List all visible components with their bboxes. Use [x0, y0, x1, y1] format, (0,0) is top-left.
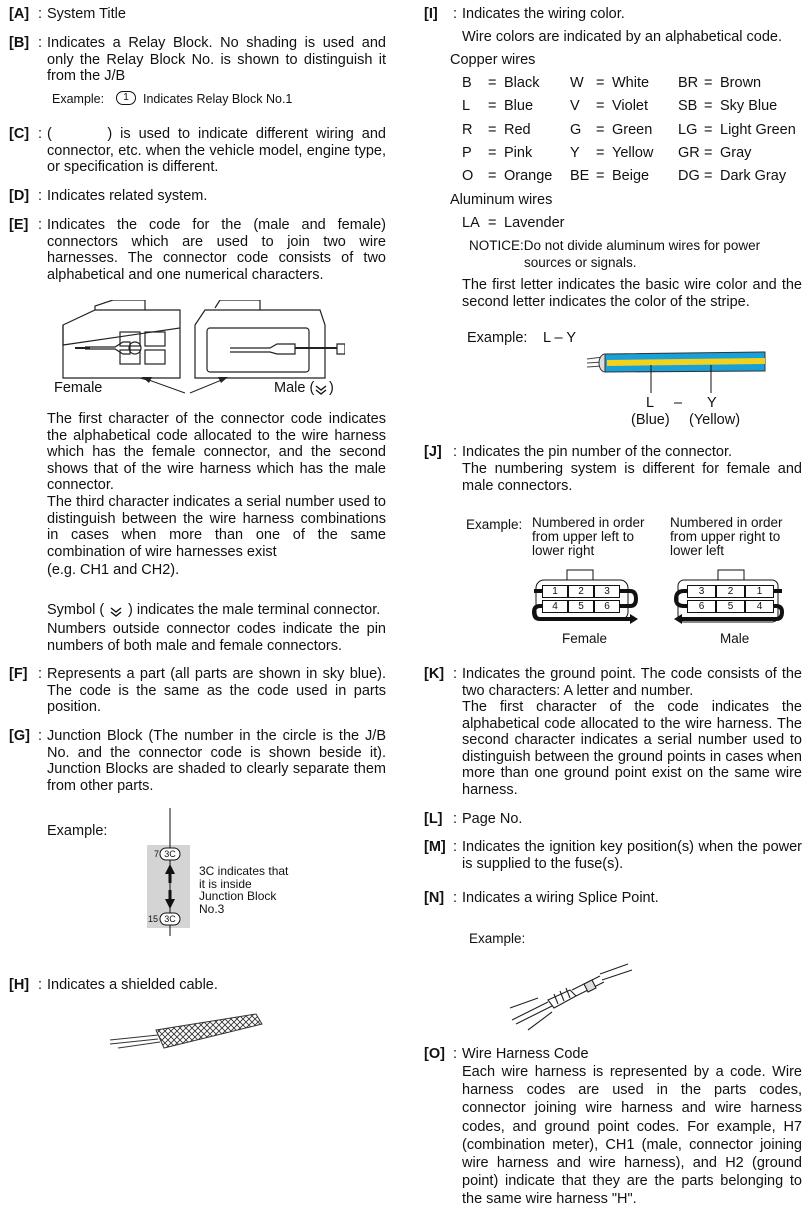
note-line: from upper right to: [670, 529, 781, 544]
item-n-tag: [N]: [424, 890, 445, 906]
item-l-text: Page No.: [462, 811, 523, 827]
item-h-text: Indicates a shielded cable.: [47, 977, 218, 993]
color-name: Brown: [720, 75, 762, 91]
junction-pin-bottom: 15: [148, 914, 159, 924]
item-l-tag: [L]: [424, 811, 443, 827]
item-b-example-text: Indicates Relay Block No.1: [143, 92, 293, 106]
item-b-sep: :: [38, 35, 43, 51]
color-code: DG: [678, 168, 700, 185]
connector-pin: 4: [745, 600, 774, 613]
item-e-symbol-post: ) indicates the male terminal connector.: [128, 602, 381, 618]
junction-note-line: 3C indicates that: [199, 864, 289, 878]
color-eq: =: [596, 144, 605, 161]
item-k-sep: :: [453, 666, 458, 682]
item-e-para1: The first character of the connector code indicates the alphabetical code allocated to the wire harness which has the female connector, and the second shows that of the wire harness which has the male connector.: [47, 411, 386, 493]
color-code: B: [462, 75, 472, 91]
male-numbering-note: [670, 516, 783, 558]
connector-pin: 5: [568, 600, 594, 613]
item-d-text: Indicates related system.: [47, 188, 208, 204]
color-name: Blue: [504, 98, 534, 115]
item-l-sep: :: [453, 811, 458, 827]
item-o-sep: :: [453, 1046, 458, 1062]
color-eq: =: [488, 215, 497, 231]
color-eq: =: [488, 98, 497, 115]
relay-block-number-badge: 1: [116, 91, 136, 105]
wire-label-yellow: (Yellow): [689, 412, 741, 428]
color-eq: =: [488, 144, 497, 161]
color-name: Sky Blue: [720, 98, 778, 115]
item-o-text: Wire Harness Code: [462, 1046, 589, 1062]
color-code: LA: [462, 215, 480, 231]
note-line: lower right: [532, 543, 595, 558]
male-terminal-icon: [110, 606, 122, 618]
color-eq: =: [488, 168, 497, 185]
item-d-sep: :: [38, 188, 43, 204]
item-e-para3: Numbers outside connector codes indicate the pin numbers of both male and female connectors.: [47, 621, 386, 654]
color-eq: =: [596, 98, 605, 115]
connector-pin: 5: [716, 600, 745, 613]
connector-pin: 4: [542, 600, 568, 613]
connector-pin: 1: [542, 585, 568, 598]
item-a-text: System Title: [47, 6, 126, 22]
item-i-stripe-text: The first letter indicates the basic wire color and the second letter indicates the color of the stripe.: [462, 277, 802, 310]
color-code: V: [570, 98, 580, 115]
junction-note: [199, 865, 288, 915]
wire-label-dash: –: [674, 395, 683, 411]
item-i-example: Example:: [467, 330, 528, 346]
item-c-sep: :: [38, 126, 43, 142]
connector-illustration: [55, 300, 345, 380]
color-name: Lavender: [504, 215, 565, 231]
junction-pin-top: 7: [154, 849, 160, 859]
note-line: lower left: [670, 543, 725, 558]
female-connector-label: Female: [54, 380, 103, 396]
item-f-tag: [F]: [9, 666, 28, 682]
item-b-text: Indicates a Relay Block. No shading is used and only the Relay Block No. is shown to distinguish it from the J/B: [47, 35, 386, 84]
color-name: Red: [504, 121, 531, 138]
color-code: L: [462, 98, 471, 115]
note-line: Numbered in order: [532, 515, 645, 530]
color-name: Orange: [504, 168, 553, 185]
item-g-example: Example:: [47, 823, 108, 839]
item-k-text2: The first character of the code indicates the alphabetical code allocated to the wire harness. The second character indicates a serial number used to distinguish between the ground points in cases when more than one ground point exist on the same wire harness.: [462, 699, 802, 798]
color-code: LG: [678, 121, 698, 138]
color-name: Gray: [720, 144, 752, 161]
color-eq: =: [596, 121, 605, 138]
connector-pin: 2: [716, 585, 745, 598]
shielded-cable-illustration: [108, 1010, 268, 1056]
junction-code-top: 3C: [164, 849, 176, 859]
item-a-tag: [A]: [9, 6, 30, 22]
item-i-sep: :: [453, 6, 458, 22]
color-eq: =: [596, 168, 605, 185]
item-j-text2: The numbering system is different for female and male connectors.: [462, 461, 802, 494]
color-eq: =: [596, 75, 605, 91]
item-n-sep: :: [453, 890, 458, 906]
item-j-tag: [J]: [424, 444, 442, 460]
color-eq: =: [704, 121, 713, 138]
color-name: Violet: [612, 98, 649, 115]
item-h-sep: :: [38, 977, 43, 993]
color-name: Green: [612, 121, 653, 138]
female-label: Female: [562, 631, 608, 646]
item-c-tag: [C]: [9, 126, 30, 142]
color-name: Yellow: [612, 144, 654, 161]
color-code: BE: [570, 168, 590, 185]
color-code: GR: [678, 144, 700, 161]
item-i-tag: [I]: [424, 6, 438, 22]
color-eq: =: [704, 75, 713, 91]
junction-note-line: No.3: [199, 901, 225, 916]
female-pin-diagram: [530, 568, 640, 628]
item-e-text: Indicates the code for the (male and female) connectors which are used to join two wire harnesses. The connector code consists of two alphabetical and one numerical characters.: [47, 217, 386, 283]
color-eq: =: [704, 144, 713, 161]
male-connector-shape: [195, 300, 345, 378]
color-code: G: [570, 121, 582, 138]
male-label: Male: [720, 631, 750, 646]
item-m-text: Indicates the ignition key position(s) when the power is supplied to the fuse(s).: [462, 839, 802, 872]
item-f-sep: :: [38, 666, 43, 682]
color-code: O: [462, 168, 474, 185]
item-e-para2-example: (e.g. CH1 and CH2).: [47, 562, 180, 578]
male-terminal-icon: [315, 384, 327, 396]
junction-code-bottom: 3C: [164, 914, 176, 924]
note-line: from upper left to: [532, 529, 635, 544]
color-code: BR: [678, 75, 699, 91]
item-n-example: Example:: [469, 931, 526, 946]
color-name: Dark Gray: [720, 168, 787, 185]
item-k-text: Indicates the ground point. The code consists of the two characters: A letter and number.: [462, 666, 802, 699]
item-g-tag: [G]: [9, 728, 30, 744]
aluminum-wires-heading: Aluminum wires: [450, 192, 553, 208]
item-e-sep: :: [38, 217, 43, 233]
item-j-example: Example:: [466, 517, 523, 532]
connector-join-arrows: [140, 373, 230, 397]
item-m-sep: :: [453, 839, 458, 855]
color-eq: =: [488, 121, 497, 138]
item-c-text: ( ) is used to indicate different wiring and connector, etc. when the vehicle model, engine type, or specification is different.: [47, 126, 391, 175]
female-numbering-note: [532, 516, 645, 558]
color-name: Light Green: [720, 121, 796, 138]
item-b-tag: [B]: [9, 35, 30, 51]
wire-label-y: Y: [707, 395, 717, 411]
junction-note-line: Junction Block: [199, 889, 277, 903]
item-i-example-code: L – Y: [543, 330, 577, 346]
item-o-tag: [O]: [424, 1046, 445, 1062]
item-f-text: Represents a part (all parts are shown in sky blue). The code is the same as the code used in parts position.: [47, 666, 386, 715]
item-e-tag: [E]: [9, 217, 29, 233]
item-d-tag: [D]: [9, 188, 30, 204]
connector-pin: 3: [594, 585, 620, 598]
wire-label-blue: (Blue): [631, 412, 670, 428]
junction-note-line: it is inside: [199, 876, 252, 891]
color-name: Black: [504, 75, 540, 91]
item-o-text2: Each wire harness is represented by a code. Wire harness codes are used in the parts codes, connector joining wire harness and wire harness codes, and ground point codes. For example, H7 (combination meter), CH1 (male, connector joining wire harness and wire harness), and H2 (ground point) indicate that they are the parts belonging to the same wire harness "H".: [462, 1064, 802, 1208]
female-connector-shape: [63, 300, 180, 378]
item-h-tag: [H]: [9, 977, 30, 993]
item-e-para2: The third character indicates a serial number used to distinguish between the wire harness combinations in cases when more than one of the same combination of wire harnesses exist: [47, 494, 386, 560]
item-e-symbol-pre: Symbol (: [47, 602, 105, 618]
male-connector-label: Male (: [274, 380, 315, 396]
connector-pin: 2: [568, 585, 594, 598]
color-code: SB: [678, 98, 698, 115]
notice-line-1: NOTICE:Do not divide aluminum wires for power: [469, 238, 761, 253]
item-j-text: Indicates the pin number of the connector.: [462, 444, 733, 460]
item-a-sep: :: [38, 6, 43, 22]
connector-pin: 6: [687, 600, 716, 613]
male-connector-label-end: ): [329, 380, 334, 396]
item-g-text: Junction Block (The number in the circle is the J/B No. and the connector code is shown beside it). Junction Blocks are shaded to clearly separate them from other parts.: [47, 728, 386, 794]
notice-line-2: sources or signals.: [524, 255, 637, 270]
wire-label-l: L: [646, 395, 655, 411]
color-code: R: [462, 121, 473, 138]
connector-pin: 3: [687, 585, 716, 598]
item-i-subtext: Wire colors are indicated by an alphabetical code.: [462, 29, 782, 45]
color-code: W: [570, 75, 584, 91]
item-g-sep: :: [38, 728, 43, 744]
color-eq: =: [704, 168, 713, 185]
note-line: Numbered in order: [670, 515, 783, 530]
item-j-sep: :: [453, 444, 458, 460]
color-code: P: [462, 144, 472, 161]
item-m-tag: [M]: [424, 839, 446, 855]
male-pin-diagram: [670, 568, 785, 628]
copper-wires-heading: Copper wires: [450, 52, 536, 68]
item-k-tag: [K]: [424, 666, 445, 682]
connector-pin: 1: [745, 585, 774, 598]
color-eq: =: [704, 98, 713, 115]
color-name: Beige: [612, 168, 650, 185]
splice-point-illustration: [508, 960, 634, 1032]
color-code: Y: [570, 144, 580, 161]
color-eq: =: [488, 75, 497, 91]
color-name: White: [612, 75, 650, 91]
color-name: Pink: [504, 144, 533, 161]
connector-pin: 6: [594, 600, 620, 613]
item-b-example-prefix: Example:: [52, 92, 105, 106]
item-n-text: Indicates a wiring Splice Point.: [462, 890, 659, 906]
item-i-text: Indicates the wiring color.: [462, 6, 625, 22]
